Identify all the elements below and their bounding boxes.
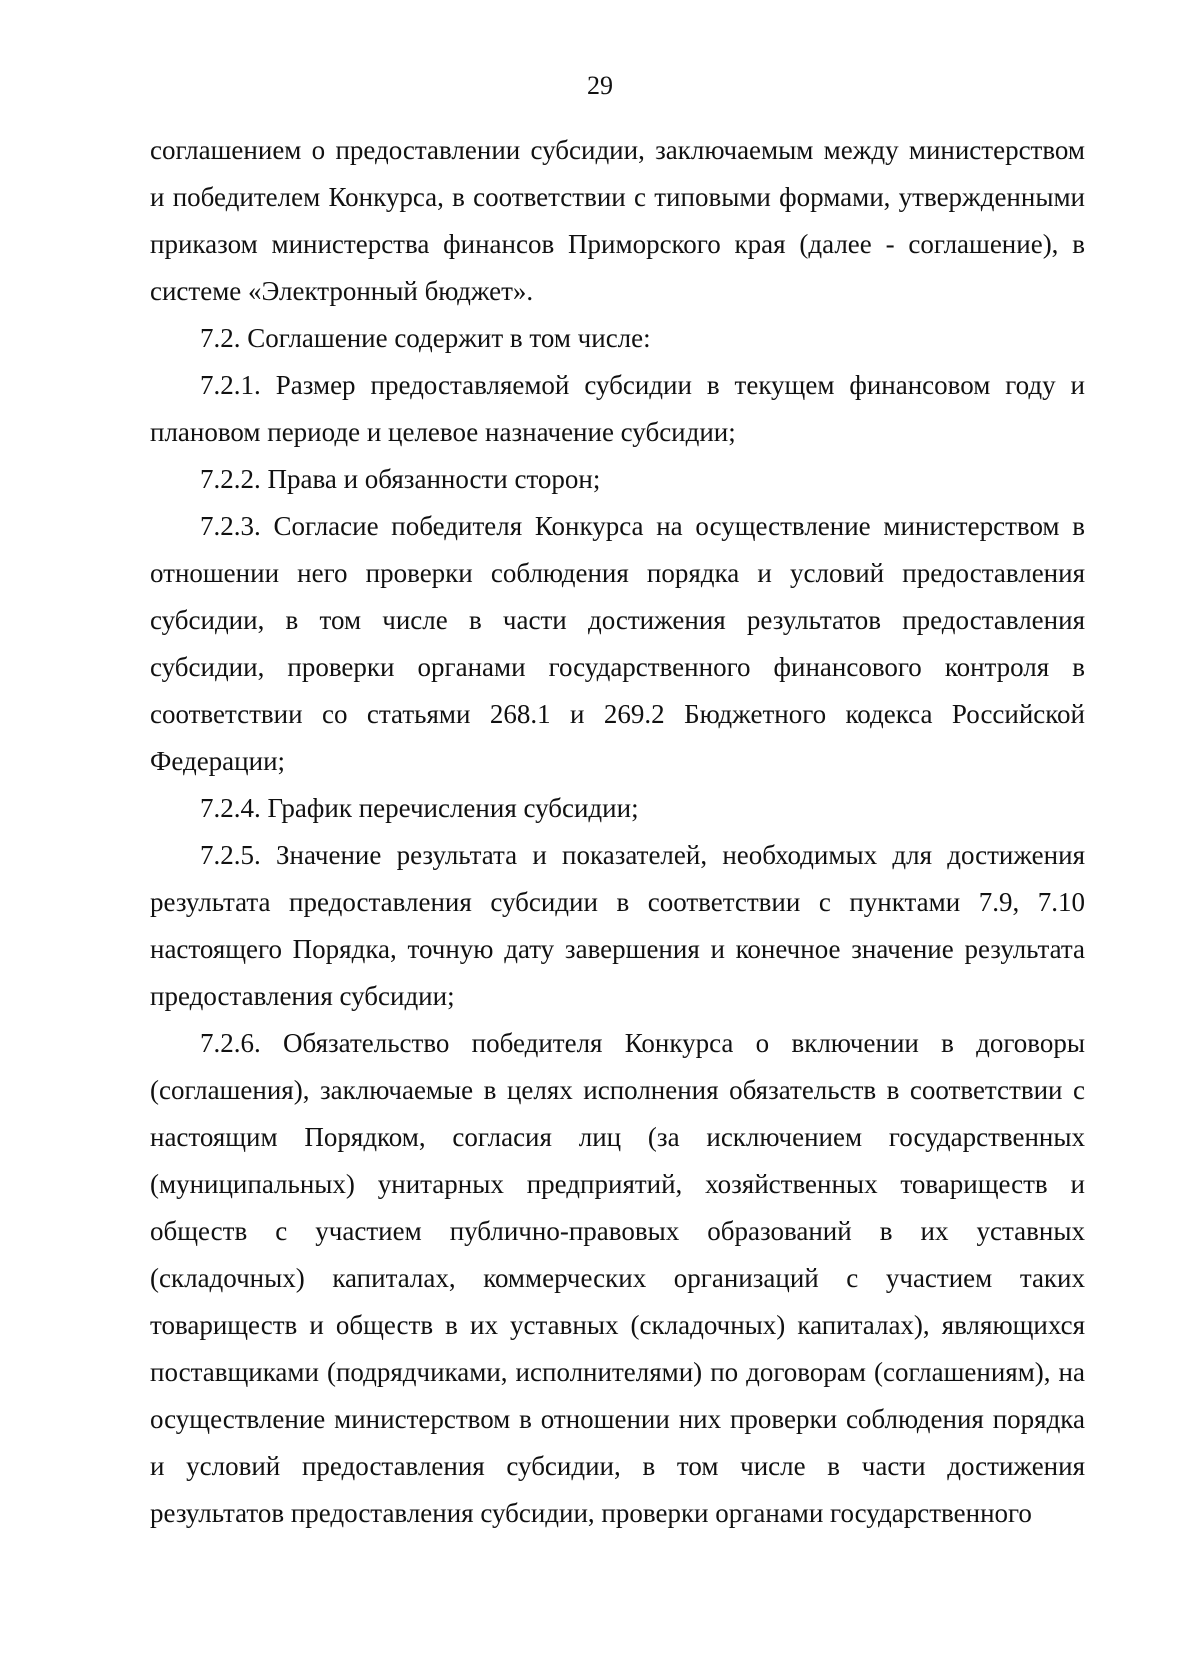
paragraph-7-2-2: 7.2.2. Права и обязанности сторон; [200,464,601,494]
paragraph-7-2-6: 7.2.6. Обязательство победителя Конкурса о включении в договоры (соглашения), заключаемые в целях исполнения обязательств в соответствии с настоящим Порядком, согласия лиц (за исключением государственных (муниципальных) унитарных предприятий, хозяйственных товариществ и обществ с участием публично-правовых образований в их уставных (складочных) капиталах, коммерческих организаций с участием таких товариществ и обществ в их уставных (складочных) капиталах), являющихся поставщиками (подрядчиками, исполнителями) по договорам (соглашениям), на осуществление министерством в отношении них проверки соблюдения порядка и условий предоставления субсидии, в том числе в части достижения результатов предоставления субсидии, проверки органами государственного [150,1028,1085,1528]
page-number: 29 [587,71,613,100]
paragraph-7-2-3: 7.2.3. Согласие победителя Конкурса на осуществление министерством в отношении него проверки соблюдения порядка и условий предоставления субсидии, в том числе в части достижения результатов предоставления субсидии, проверки органами государственного финансового контроля в соответствии со статьями 268.1 и 269.2 Бюджетного кодекса Российской Федерации; [150,511,1085,776]
paragraph-7-2-4: 7.2.4. График перечисления субсидии; [200,793,639,823]
paragraph-7-2-5: 7.2.5. Значение результата и показателей, необходимых для достижения результата предоставления субсидии в соответствии с пунктами 7.9, 7.10 настоящего Порядка, точную дату завершения и конечное значение результата предоставления субсидии; [150,840,1085,1011]
document-body [150,127,1085,1537]
paragraph-7-2-1: 7.2.1. Размер предоставляемой субсидии в текущем финансовом году и плановом периоде и целевое назначение субсидии; [150,370,1085,447]
paragraph-7-2: 7.2. Соглашение содержит в том числе: [200,323,651,353]
paragraph-agreement-intro: соглашением о предоставлении субсидии, заключаемым между министерством и победителем Конкурса, в соответствии с типовыми формами, утвержденными приказом министерства финансов Приморского края (далее - соглашение), в системе «Электронный бюджет». [150,135,1085,306]
